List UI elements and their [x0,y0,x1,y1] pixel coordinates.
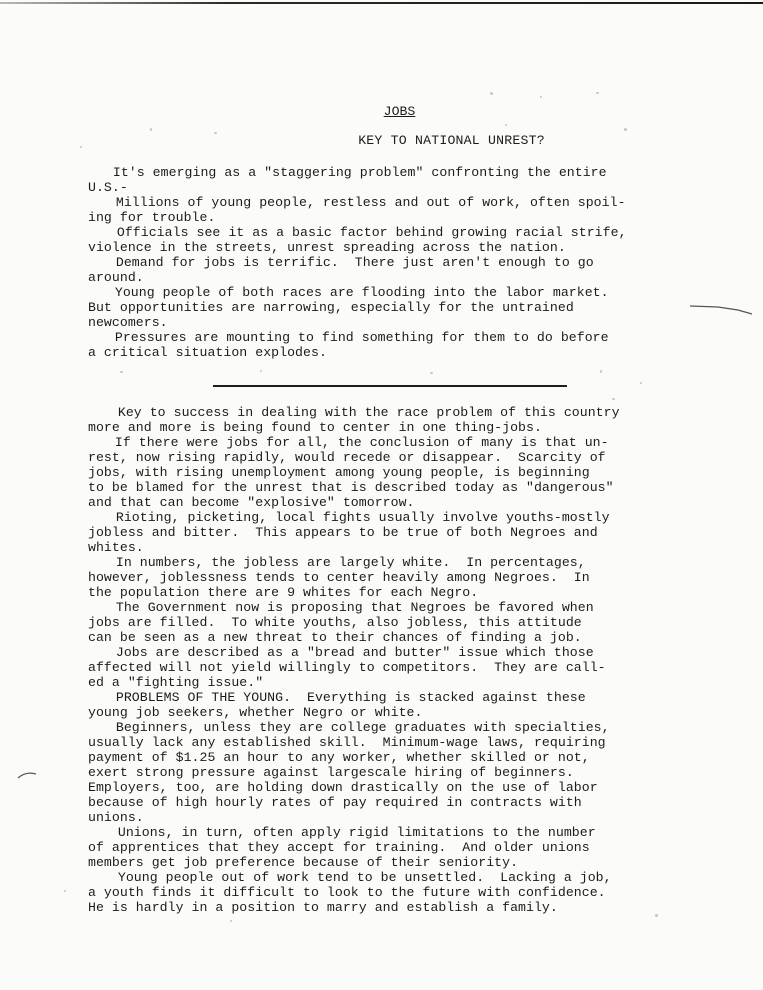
text-line: a critical situation explodes. [88,345,327,360]
text-line: jobless and bitter. This appears to be true of both Negroes and [88,525,598,540]
text-line: Key to success in dealing with the race problem of this country [86,405,620,420]
text-line: affected will not yield willingly to competitors. They are call- [88,660,606,675]
text-line: exert strong pressure against largescale hiring of beginners. [88,765,574,780]
text-line: U.S.- [88,180,128,195]
scan-speck [612,398,615,400]
text-line: usually lack any established skill. Minimum-wage laws, requiring [88,735,606,750]
scan-speck [80,146,82,148]
text-line: Jobs are described as a "bread and butter" issue which those [84,645,594,660]
section-divider [213,385,567,387]
text-line: Pressures are mounting to find something for them to do before [83,330,609,345]
scan-speck [540,96,542,98]
text-line: newcomers. [88,315,168,330]
text-line: can be seen as a new threat to their chances of finding a job. [88,630,582,645]
scan-speck [214,132,217,134]
scan-speck [655,914,658,917]
text-line: payment of $1.25 an hour to any worker, whether skilled or not, [88,750,590,765]
text-line: a youth finds it difficult to look to the future with confidence. [88,885,606,900]
text-line: jobs are filled. To white youths, also jobless, this attitude [88,615,582,630]
text-line: violence in the streets, unrest spreading across the nation. [88,240,566,255]
text-line: members get job preference because of their seniority. [88,855,519,870]
text-line: Officials see it as a basic factor behind growing racial strife, [85,225,627,240]
page-subtitle: KEY TO NATIONAL UNREST? [358,133,545,148]
text-line: because of high hourly rates of pay required in contracts with [88,795,582,810]
text-line: In numbers, the jobless are largely white. In percentages, [84,555,586,570]
scan-speck [150,128,152,131]
page-title [18,104,763,119]
margin-tick-mark [16,770,38,780]
scan-speck [260,370,262,372]
text-line: to be blamed for the unrest that is described today as "dangerous" [88,480,614,495]
text-line: ing for trouble. [88,210,216,225]
title-text: JOBS [383,104,416,119]
text-line: rest, now rising rapidly, would recede or disappear. Scarcity of [88,450,606,465]
text-line: He is hardly in a position to marry and establish a family. [88,900,558,915]
scan-speck [640,382,642,384]
text-line: Beginners, unless they are college graduates with specialties, [84,720,610,735]
text-line: of apprentices that they accept for training. And older unions [88,840,590,855]
text-line: Millions of young people, restless and out of work, often spoil- [84,195,626,210]
text-line: Demand for jobs is terrific. There just aren't enough to go [84,255,594,270]
text-line: and that can become "explosive" tomorrow. [88,495,415,510]
text-line: jobs, with rising unemployment among young people, is beginning [88,465,590,480]
text-line: more and more is being found to center in one thing-jobs. [88,420,542,435]
text-line: ed a "fighting issue." [88,675,264,690]
text-line: around. [88,270,144,285]
scan-speck [490,92,493,95]
text-line: Rioting, picketing, local fights usually involve youths-mostly [84,510,610,525]
text-line: It's emerging as a "staggering problem" confronting the entire [81,165,607,180]
scan-speck [596,92,599,94]
top-edge-line [0,2,763,4]
text-line: If there were jobs for all, the conclusion of many is that un- [83,435,609,450]
scan-speck [230,920,232,922]
text-line: PROBLEMS OF THE YOUNG. Everything is stacked against these [84,690,586,705]
text-line: the population there are 9 whites for each Negro. [88,585,479,600]
scan-speck [430,372,433,374]
scan-speck [120,371,123,373]
scan-speck [64,890,66,892]
text-line: Unions, in turn, often apply rigid limitations to the number [86,825,596,840]
text-line: young job seekers, whether Negro or white. [88,705,423,720]
text-line: The Government now is proposing that Negroes be favored when [84,600,594,615]
text-line: But opportunities are narrowing, especially for the untrained [88,300,574,315]
margin-pencil-mark [688,302,754,316]
text-line: Young people out of work tend to be unsettled. Lacking a job, [86,870,612,885]
text-line: Young people of both races are flooding into the labor market. [83,285,609,300]
text-line: unions. [88,810,144,825]
scan-speck [600,370,602,373]
text-line: Employers, too, are holding down drastically on the use of labor [88,780,598,795]
text-line: whites. [88,540,144,555]
scan-speck [624,128,627,131]
scan-speck [505,124,507,126]
text-line: however, joblessness tends to center heavily among Negroes. In [88,570,590,585]
